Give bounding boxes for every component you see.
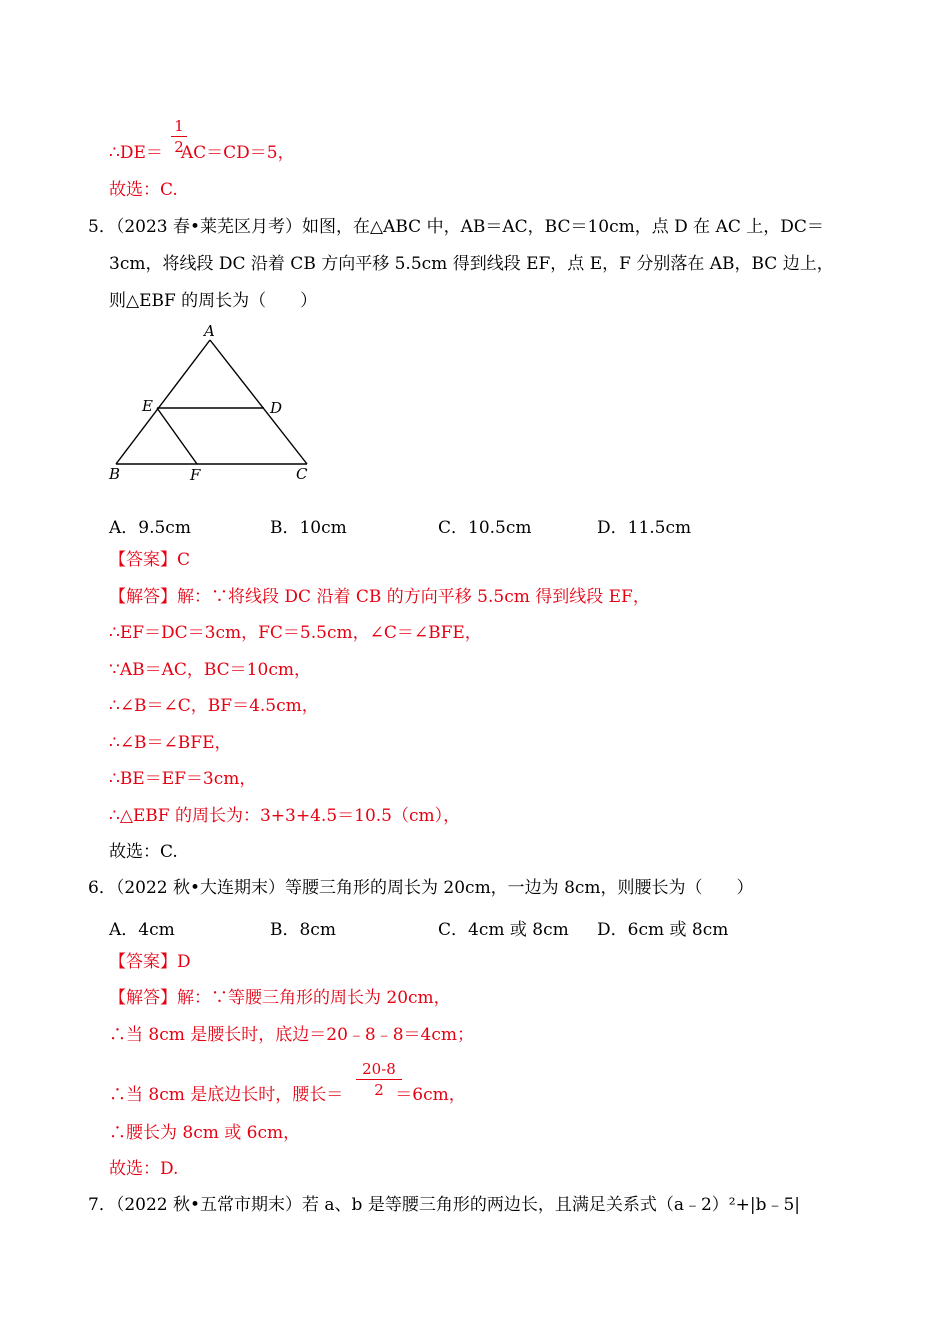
label-d: D: [270, 399, 283, 417]
q5-solution-2: ∴EF＝DC＝3cm，FC＝5.5cm，∠C＝∠BFE，: [109, 623, 482, 643]
segment-ef: [157, 408, 197, 464]
label-b: B: [109, 465, 121, 483]
q5-answer: 【答案】C: [109, 550, 191, 570]
q6-option-d: D．6cm 或 8cm: [597, 920, 729, 940]
q7-line1: 7．（2022 秋•五常市期末）若 a、b 是等腰三角形的两边长，且满足关系式（a﹣2）²+|b﹣5|: [88, 1195, 800, 1215]
choose-c-top: 故选：C.: [109, 180, 178, 200]
fraction-denominator: 2: [174, 138, 184, 156]
q5-choose: 故选：C.: [109, 842, 178, 862]
q6-option-b: B．8cm: [270, 920, 336, 940]
q6-solution-2: ∴当 8cm 是腰长时，底边＝20﹣8﹣8＝4cm；: [109, 1025, 474, 1045]
edge-ab: [116, 340, 210, 464]
q5-option-a: A．9.5cm: [109, 518, 191, 538]
q6-solution-4: ∴腰长为 8cm 或 6cm，: [109, 1123, 301, 1143]
q6-option-c: C．4cm 或 8cm: [438, 920, 569, 940]
q5-solution-3: ∵AB＝AC，BC＝10cm，: [109, 660, 311, 680]
q5-option-b: B．10cm: [270, 518, 347, 538]
q6-answer: 【答案】D: [109, 952, 191, 972]
label-f: F: [190, 466, 201, 484]
fraction-numerator: 1: [174, 117, 184, 135]
q5-solution-5: ∴∠B＝∠BFE，: [109, 733, 232, 753]
label-a: A: [204, 322, 215, 340]
q6-option-a: A．4cm: [109, 920, 175, 940]
q5-line2: 3cm，将线段 DC 沿着 CB 方向平移 5.5cm 得到线段 EF，点 E，F 分别落在 AB，BC 边上，: [109, 254, 834, 274]
label-e: E: [142, 397, 153, 415]
label-c: C: [296, 465, 308, 483]
q5-line1: 5．（2023 春•莱芜区月考）如图，在△ABC 中，AB＝AC，BC＝10cm，点 D 在 AC 上，DC＝: [88, 217, 824, 237]
q5-solution-6: ∴BE＝EF＝3cm，: [109, 769, 257, 789]
q5-option-c: C．10.5cm: [438, 518, 532, 538]
triangle-figure: [100, 320, 320, 490]
q5-solution-7: ∴△EBF 的周长为：3+3+4.5＝10.5（cm），: [109, 806, 461, 826]
fraction-denominator: 2: [374, 1081, 384, 1099]
q6-solution-3: ∴当 8cm 是底边长时，腰长＝ ＝6cm，: [109, 1085, 466, 1105]
q6-choose: 故选：D.: [109, 1159, 179, 1179]
q6-line1: 6．（2022 秋•大连期末）等腰三角形的周长为 20cm，一边为 8cm，则腰长为（ ）: [88, 878, 754, 898]
q6-solution-1: 【解答】解：∵等腰三角形的周长为 20cm，: [109, 988, 451, 1008]
line-de-equals: ∴DE＝ AC＝CD＝5，: [109, 143, 295, 163]
q5-solution-1: 【解答】解：∵将线段 DC 沿着 CB 的方向平移 5.5cm 得到线段 EF，: [109, 587, 650, 607]
q5-option-d: D．11.5cm: [597, 518, 692, 538]
fraction-numerator: 20-8: [362, 1060, 396, 1078]
edge-ac: [210, 340, 307, 464]
q5-line3: 则△EBF 的周长为（ ）: [109, 291, 318, 311]
q5-solution-4: ∴∠B＝∠C，BF＝4.5cm，: [109, 696, 319, 716]
